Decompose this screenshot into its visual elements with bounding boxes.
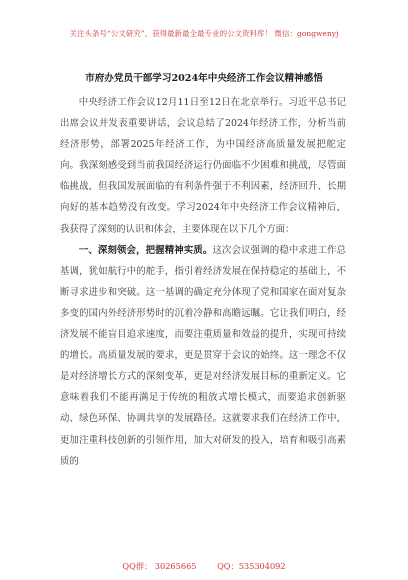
section-1-paragraph <box>60 240 346 472</box>
footer-qq-number: QQ：535304092 <box>217 561 286 571</box>
document-title: 市府办党员干部学习2024年中央经济工作会议精神感悟 <box>85 73 323 84</box>
footer-qq-group: QQ群： 30265665 <box>122 561 197 571</box>
document-body <box>60 92 346 472</box>
header-promo-note: 关注头条号“公文研究”，获得最新最全最专业的公文资料库！ 微信：gongwenyj <box>69 29 339 38</box>
intro-paragraph: 中央经济工作会议12月11日至12日在北京举行。习近平总书记出席会议并发表重要讲话，会议总结了2024年经济工作，分析当前经济形势，部署2025年经济工作，为中国经济高质量发展把舵定向。我深刻感受到当前我国经济运行仍面临不少困难和挑战，尽管面临挑战，但我国发展面临的有利条件强于不利因素，经济回升、长期向好的基本趋势没有改变。学习2024年中央经济工作会议精神后，我获得了深刻的认识和体会，主要体现在以下几个方面： <box>60 97 346 235</box>
footer-contact <box>0 561 408 572</box>
section-1-body: 这次会议强调的稳中求进工作总基调，犹如航行中的舵手，指引着经济发展在保持稳定的基础上，不断寻求进步和突破。这一基调的确定充分体现了党和国家在面对复杂多变的国内外经济形势时的沉着冷静和高瞻远瞩。它让我们明白，经济发展不能盲目追求速度，而要注重质量和效益的提升，实现可持续的增长。高质量发展的要求，更是贯穿于会议的始终。这一理念不仅是对经济增长方式的深刻变革，更是对经济发展目标的重新定义。它意味着我们不能再满足于传统的粗放式增长模式，而要追求创新驱动、绿色环保、协调共享的发展路径。这就要求我们在经济工作中，更加注重科技创新的引领作用，加大对研发的投入，培育和吸引高素质的 <box>60 244 346 467</box>
section-1-heading: 一、深刻领会，把握精神实质。 <box>78 244 213 256</box>
